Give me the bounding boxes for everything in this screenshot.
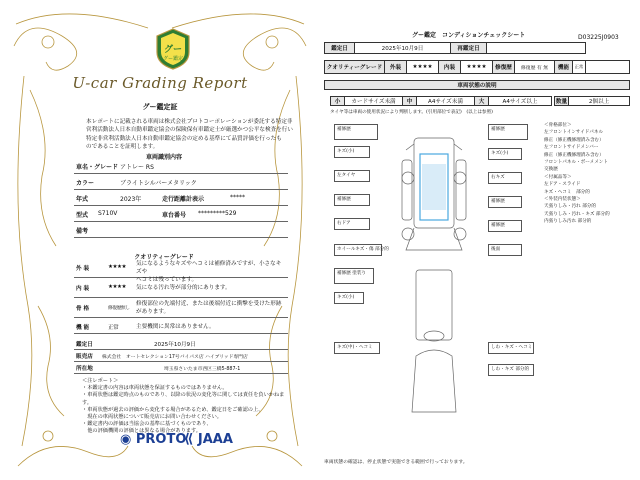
grade-row-function: 機 能 正常 主要機関に異常はありません。 bbox=[74, 318, 288, 334]
vehicle-section-heading: 車両識別内容 bbox=[145, 154, 182, 161]
grade-row-frame: 骨 格 修復歴無し 修復部位の先端付近、または後端付近に衝撃を受けた形跡 があります。 bbox=[74, 298, 288, 318]
row-year-mileage: 年式 2023年 走行距離計表示 ***** bbox=[74, 190, 288, 206]
damage-box: 補修歴 塗装り bbox=[334, 268, 374, 284]
damage-box: 右ドア bbox=[334, 218, 370, 230]
damage-box: しわ・キズ・ヘコミ bbox=[488, 342, 534, 354]
damage-box: 右キズ bbox=[488, 172, 522, 184]
jaaa-logo: ⟪ JAAA bbox=[184, 432, 233, 447]
row-model-chassis: 型式 S710V 車台番号 *********529 bbox=[74, 206, 288, 222]
row-appraisal-date: 鑑定日 2025年10月9日 bbox=[74, 338, 288, 350]
disclaimer-notes: ＜注レポート＞ ・本鑑定書の内容は車両状態を保証するものではありません。 ・車両状態は鑑定時点のものであり、以降の状況の変化等に関しては責任を負いかねます。 ・車両状態が過去の評価から変化する場合があるため、鑑定日をご確認の上、 現在の車両状態について販売店にお問い合わせください。 ・鑑定書内の評価は当協会の基準に基づくものであり、 他の評価機関の評価とは異なる場合があります。 bbox=[82, 378, 285, 435]
sheet-footer-note: 車両状態の確認は、停止状態で実施できる範囲で行っております。 bbox=[324, 460, 468, 465]
damage-box: ホイールキズ・傷 部分的 bbox=[334, 244, 382, 256]
quality-section-heading: クオリティーグレード bbox=[134, 254, 194, 261]
damage-box: キズ(中)・ヘコミ bbox=[334, 342, 380, 354]
damage-box: 補修歴 bbox=[334, 124, 378, 140]
size-note: タイヤ等は車両の使用状況により判断します。(引用部位で表記) (以上は参照) bbox=[330, 110, 493, 115]
damage-box: しわ・キズ 部分的 bbox=[488, 364, 534, 376]
row-location: 所在地 埼玉県さいたま市西区三橋5-887-1 bbox=[74, 362, 288, 374]
damage-box: キズ(小) bbox=[488, 148, 522, 160]
sheet-title: グー鑑定 コンディションチェックシート bbox=[412, 32, 526, 39]
document-number: D03225J0903 bbox=[578, 34, 619, 41]
car-diagram bbox=[384, 120, 484, 420]
state-header: 車両状態の説明 bbox=[324, 80, 630, 90]
goo-appraisal-badge bbox=[155, 28, 191, 70]
damage-legend: ＜骨格部位＞ 左フロントインサイドパネル 修正（修正機修理済み含む） 左フロントサイドメンバー 修正（修正機修理済み含む） フロントパネル・ボーメメント 交換歴 ＜付属品等＞ 左ドア・スライド キズ・ヘコミ 部分的 ＜外装内装状態＞ 天張りしみ・汚れ 部分的 天張りしみ・汚れ・キズ 部分的 内張りしみ汚れ 部分的 bbox=[544, 123, 610, 225]
svg-text:グー: グー bbox=[163, 45, 183, 55]
damage-box: 左タイヤ bbox=[334, 170, 370, 182]
damage-box: 補修歴 bbox=[488, 196, 522, 208]
size-legend-table: 小 カードサイズ未満 中 A4サイズ未満 大 A4サイズ以上 bbox=[330, 96, 552, 106]
damage-box: 補修歴 bbox=[488, 220, 522, 232]
svg-text:グー鑑定: グー鑑定 bbox=[162, 56, 184, 62]
proto-logo: ◉ PROTO bbox=[120, 432, 187, 447]
report-title: U-car Grading Report bbox=[72, 74, 248, 92]
grade-row-interior: 内 装 ★★★★ 気になる汚れ等が部分的にあります。 bbox=[74, 278, 288, 298]
date-table: 鑑定日 2025年10月9日 再鑑定日 bbox=[324, 42, 586, 54]
damage-box: キズ(小) bbox=[334, 292, 364, 304]
quality-table: クオリティーグレード 外装 ★★★★ 内装 ★★★★ 修復歴 修復歴 有 無 機能 正常 bbox=[324, 60, 586, 74]
row-remarks: 備考 bbox=[74, 222, 288, 238]
damage-box: 補修歴 bbox=[488, 124, 528, 140]
report-subtitle: グー鑑定証 bbox=[142, 103, 178, 111]
damage-box: 後面 bbox=[488, 244, 522, 256]
intro-paragraph: 本レポートに記載される車両は株式会社プロトコーポレーションが委託する特定非 営利活動法人日本自動車鑑定協会の保険保有車鑑定士が厳選かつ公平な検査を行い 特定非営利活動法人日本自動車鑑定協会の定める基準にて品質評価を行ったも のであることを証明します。 bbox=[86, 119, 293, 151]
grading-certificate bbox=[8, 6, 312, 474]
grade-row-exterior: 外 装 ★★★★ 気になるようなキズやヘコミは補修済みですが、小さなキズや ヘコミは残っています。 bbox=[74, 258, 288, 278]
row-name-grade: 車名・グレード アトレー RS bbox=[74, 158, 288, 174]
row-color: カラー ブライトシルバーメタリック bbox=[74, 174, 288, 190]
damage-box: キズ(小) bbox=[334, 146, 370, 158]
unit-table: 数量 2個以上 bbox=[554, 96, 630, 106]
row-dealer: 販売店 株式会社 オートセレクション17号バイパス店 ハイブリッド専門店 bbox=[74, 350, 288, 362]
damage-box: 補修歴 bbox=[334, 194, 370, 206]
